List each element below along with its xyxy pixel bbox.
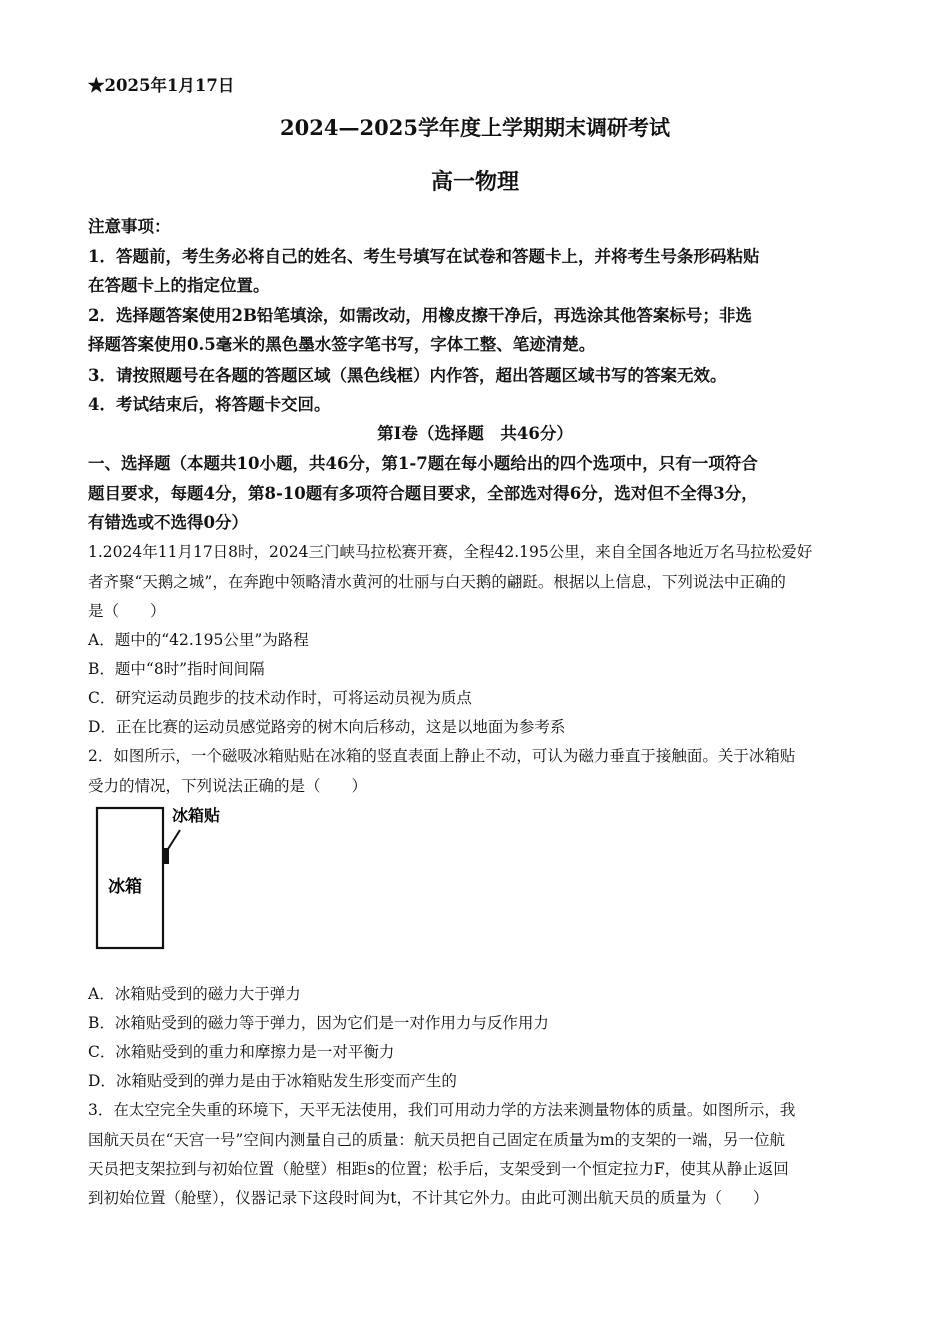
notice-line: 4．考试结束后，将答题卡交回。 xyxy=(88,395,331,414)
magnet-label: 冰箱贴 xyxy=(172,806,221,825)
q3-stem: 3．在太空完全失重的环境下，天平无法使用，我们可用动力学的方法来测量物体的质量。如图所示，我 xyxy=(88,1101,796,1119)
subject-title: 高一物理 xyxy=(430,169,519,195)
q3-stem: 国航天员在“天宫一号”空间内测量自己的质量：航天员把自己固定在质量为m的支架的一端，另一位航 xyxy=(88,1131,786,1149)
section-title: 第Ⅰ卷（选择题 共46分） xyxy=(377,424,573,443)
q1-stem: 是（ ） xyxy=(88,602,166,620)
q1-option-a: A．题中的“42.195公里”为路程 xyxy=(88,631,309,649)
exam-date: ★2025年1月17日 xyxy=(88,76,235,95)
notice-heading: 注意事项： xyxy=(88,217,171,236)
exam-title: 2024—2025学年度上学期期末调研考试 xyxy=(280,115,670,140)
q2-option-b: B．冰箱贴受到的磁力等于弹力，因为它们是一对作用力与反作用力 xyxy=(88,1014,549,1032)
q1-option-b: B．题中“8时”指时间间隔 xyxy=(88,660,265,678)
section-instructions: 题目要求，每题4分，第8-10题有多项符合题目要求，全部选对得6分，选对但不全得3分， xyxy=(88,484,758,503)
fridge-label: 冰箱 xyxy=(108,877,142,897)
section-instructions: 有错选或不选得0分） xyxy=(88,513,248,532)
fridge-figure xyxy=(88,800,248,960)
label-pointer-line xyxy=(168,830,180,849)
section-instructions: 一、选择题（本题共10小题，共46分，第1-7题在每小题给出的四个选项中，只有一项符合 xyxy=(88,454,758,473)
q2-option-d: D．冰箱贴受到的弹力是由于冰箱贴发生形变而产生的 xyxy=(88,1072,457,1090)
notice-line: 择题答案使用0.5毫米的黑色墨水签字笔书写，字体工整、笔迹清楚。 xyxy=(88,335,596,354)
notice-line: 3．请按照题号在各题的答题区域（黑色线框）内作答，超出答题区域书写的答案无效。 xyxy=(88,366,727,385)
notice-line: 1．答题前，考生务必将自己的姓名、考生号填写在试卷和答题卡上，并将考生号条形码粘贴 xyxy=(88,247,760,266)
q1-option-d: D．正在比赛的运动员感觉路旁的树木向后移动，这是以地面为参考系 xyxy=(88,718,566,736)
fridge-diagram xyxy=(88,800,248,960)
q1-stem: 1.2024年11月17日8时，2024三门峡马拉松赛开赛，全程42.195公里，来自全国各地近万名马拉松爱好 xyxy=(88,543,813,561)
q2-option-a: A．冰箱贴受到的磁力大于弹力 xyxy=(88,985,301,1003)
q2-stem: 2．如图所示，一个磁吸冰箱贴贴在冰箱的竖直表面上静止不动，可认为磁力垂直于接触面。关于冰箱贴 xyxy=(88,747,796,765)
q2-option-c: C．冰箱贴受到的重力和摩擦力是一对平衡力 xyxy=(88,1043,395,1061)
magnet-sticker xyxy=(163,848,169,864)
notice-line: 2．选择题答案使用2B铅笔填涂，如需改动，用橡皮擦干净后，再选涂其他答案标号；非选 xyxy=(88,306,752,325)
notice-line: 在答题卡上的指定位置。 xyxy=(88,276,270,295)
q1-stem: 者齐聚“天鹅之城”，在奔跑中领略清水黄河的壮丽与白天鹅的翩跹。根据以上信息，下列说法中正确的 xyxy=(88,573,786,591)
q3-stem: 到初始位置（舱壁），仪器记录下这段时间为t，不计其它外力。由此可测出航天员的质量为（ ） xyxy=(88,1189,769,1207)
q1-option-c: C．研究运动员跑步的技术动作时，可将运动员视为质点 xyxy=(88,689,472,707)
q2-stem: 受力的情况，下列说法正确的是（ ） xyxy=(88,777,368,795)
q3-stem: 天员把支架拉到与初始位置（舱壁）相距s的位置；松手后，支架受到一个恒定拉力F，使其从静止返回 xyxy=(88,1160,789,1178)
